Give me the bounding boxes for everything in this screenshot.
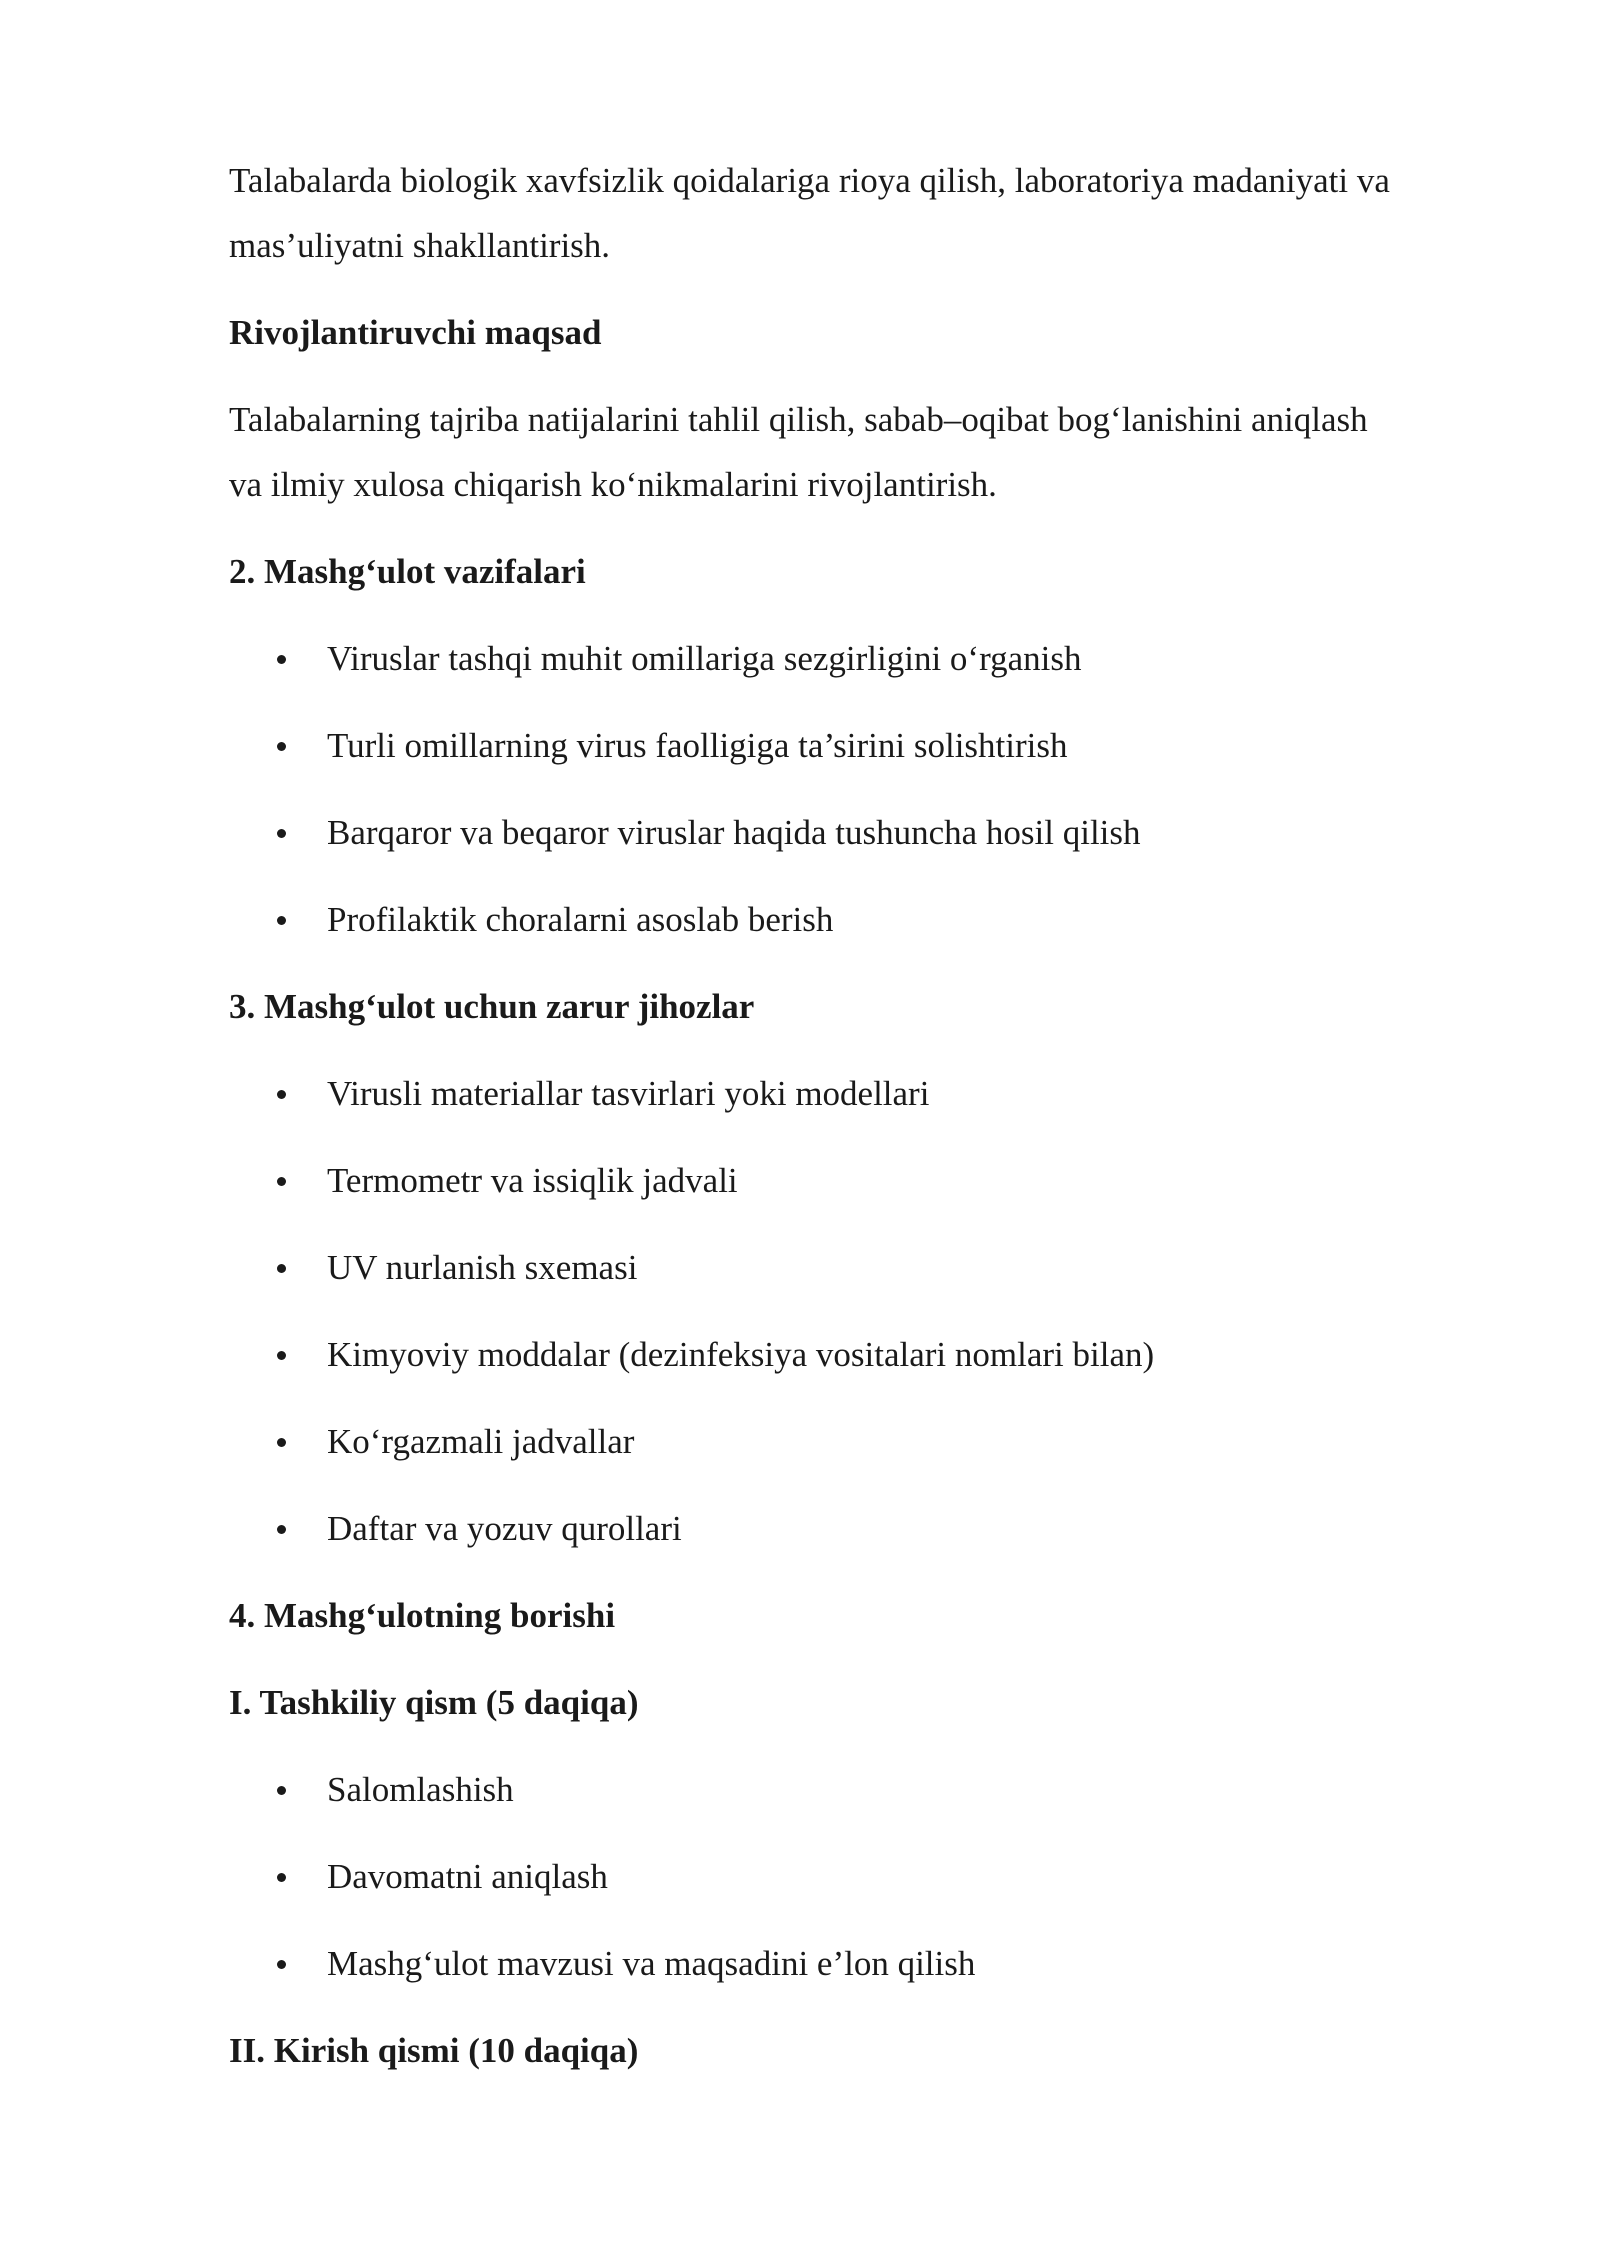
list-item: Turli omillarning virus faolligiga ta’sirini solishtirish <box>229 713 1519 778</box>
developmental-goal-line-1: Talabalarning tajriba natijalarini tahlil qilish, sabab–oqibat bog‘lanishini aniqlash <box>229 400 1368 439</box>
developmental-goal-paragraph <box>229 387 1519 517</box>
list-item: Profilaktik choralarni asoslab berish <box>229 887 1519 952</box>
bullet-icon <box>277 1177 286 1186</box>
bullet-icon <box>277 1873 286 1882</box>
bullet-icon <box>277 1438 286 1447</box>
bullet-icon <box>277 829 286 838</box>
intro-line-1: Talabalarda biologik xavfsizlik qoidalariga rioya qilish, laboratoriya madaniyati va <box>229 161 1390 200</box>
tasks-heading: 2. Mashg‘ulot vazifalari <box>229 552 586 591</box>
bullet-icon <box>277 655 286 664</box>
developmental-goal-line-2: va ilmiy xulosa chiqarish ko‘nikmalarini rivojlantirish. <box>229 465 997 504</box>
intro-paragraph <box>229 148 1519 278</box>
bullet-icon <box>277 1525 286 1534</box>
list-item: Barqaror va beqaror viruslar haqida tushuncha hosil qilish <box>229 800 1519 865</box>
list-item: Viruslar tashqi muhit omillariga sezgirligini o‘rganish <box>229 626 1519 691</box>
list-item: Daftar va yozuv qurollari <box>229 1496 1519 1561</box>
tasks-list <box>229 626 1519 952</box>
bullet-icon <box>277 1264 286 1273</box>
organizational-heading: I. Tashkiliy qism (5 daqiqa) <box>229 1683 639 1722</box>
list-item: Mashg‘ulot mavzusi va maqsadini e’lon qilish <box>229 1931 1519 1996</box>
list-item: UV nurlanish sxemasi <box>229 1235 1519 1300</box>
bullet-icon <box>277 1090 286 1099</box>
introduction-part-heading: II. Kirish qismi (10 daqiqa) <box>229 2031 639 2070</box>
bullet-icon <box>277 1786 286 1795</box>
list-item: Virusli materiallar tasvirlari yoki modellari <box>229 1061 1519 1126</box>
document-body <box>229 148 1519 2083</box>
developmental-goal-heading: Rivojlantiruvchi maqsad <box>229 313 602 352</box>
bullet-icon <box>277 1351 286 1360</box>
procedure-heading: 4. Mashg‘ulotning borishi <box>229 1596 616 1635</box>
bullet-icon <box>277 742 286 751</box>
list-item: Salomlashish <box>229 1757 1519 1822</box>
intro-line-2: mas’uliyatni shakllantirish. <box>229 226 611 265</box>
list-item: Ko‘rgazmali jadvallar <box>229 1409 1519 1474</box>
list-item: Kimyoviy moddalar (dezinfeksiya vositalari nomlari bilan) <box>229 1322 1519 1387</box>
list-item: Termometr va issiqlik jadvali <box>229 1148 1519 1213</box>
list-item: Davomatni aniqlash <box>229 1844 1519 1909</box>
bullet-icon <box>277 1960 286 1969</box>
organizational-list <box>229 1757 1519 1996</box>
equipment-heading: 3. Mashg‘ulot uchun zarur jihozlar <box>229 987 755 1026</box>
bullet-icon <box>277 916 286 925</box>
equipment-list <box>229 1061 1519 1561</box>
